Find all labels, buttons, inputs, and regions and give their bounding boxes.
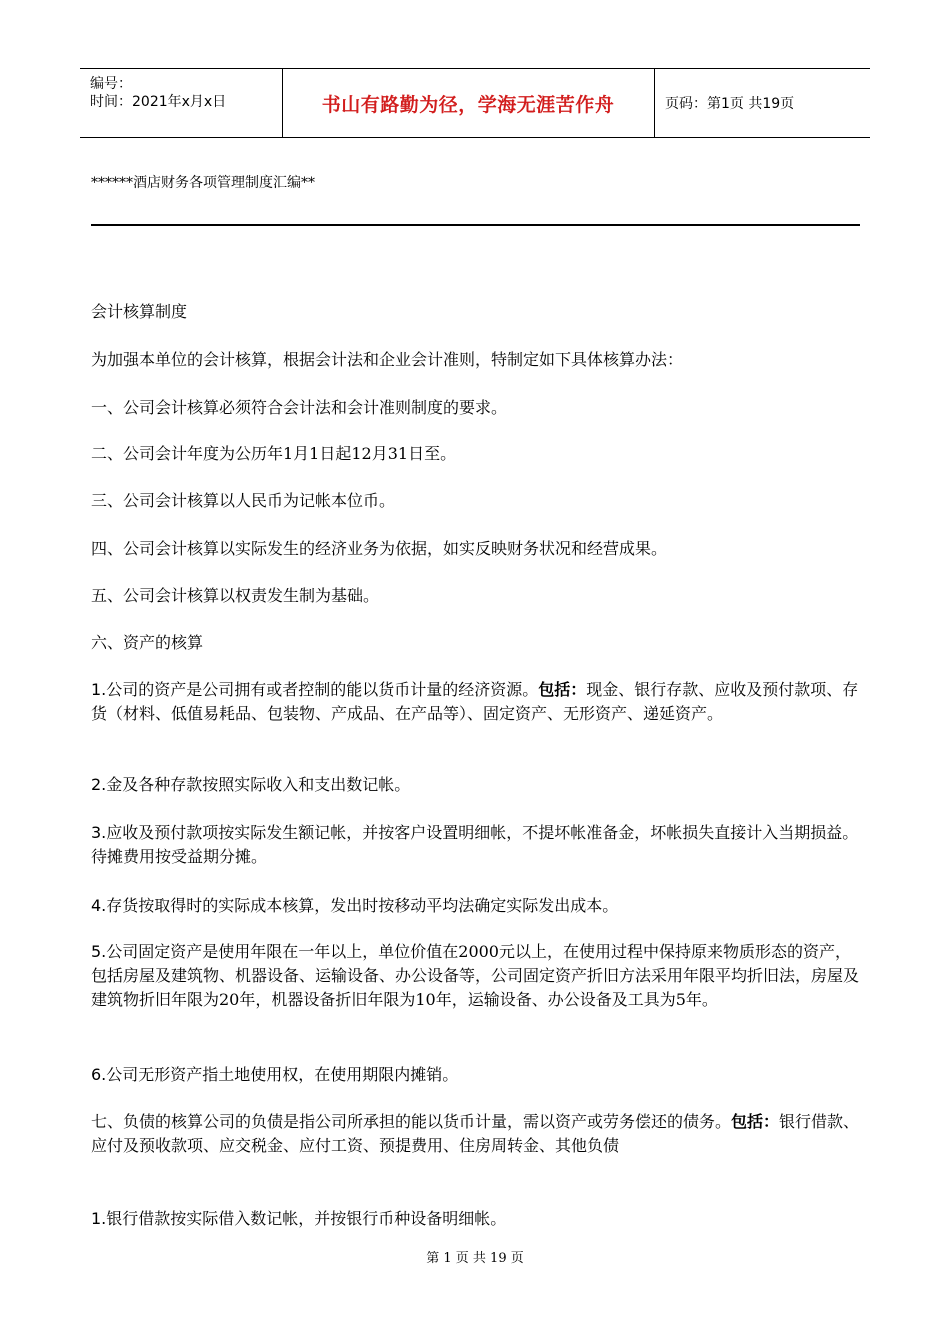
item-text: 公司固定资产是使用年限在一年以上，单位价值在2000元以上，在使用过程中保持原来物质形态的资产，包括房屋及建筑物、机器设备、运输设备、办公设备等，公司固定资产折旧方法采用年限平均折旧法，房屋及建筑物折旧年限为20年，机器设备折旧年限为10年，运输设备、办公设备及工具为5年。 [91,942,860,1009]
item-number: 5. [91,942,107,961]
item-number: 6. [91,1065,107,1084]
item-text-rest: 现金、银行存款、应收及预付款项、存货（材料、低值易耗品、包装物、产成品、在产品等）、固定资产、无形资产、递延资产。 [91,680,859,723]
bold-include-label: 包括： [538,680,587,699]
header-motto-cell [282,69,655,137]
paragraph-1: 一、公司会计核算必须符合会计法和会计准则制度的要求。 [91,398,508,417]
asset-item-1 [91,678,866,726]
section-title: 会计核算制度 [91,302,188,321]
item-number: 1. [91,1209,107,1228]
item-number: 4. [91,896,107,915]
page-footer: 第 1 页 共 19 页 [426,1251,524,1266]
header-left-cell [80,69,283,137]
asset-item-5 [91,940,866,1012]
item-text: 公司无形资产指土地使用权，在使用期限内摊销。 [106,1065,459,1084]
time-label: 时间：2021年x月x日 [90,94,227,110]
item-number: 3. [91,823,107,842]
paragraph-3: 三、公司会计核算以人民币为记帐本位币。 [91,491,396,510]
intro-paragraph: 为加强本单位的会计核算，根据会计法和企业会计准则，特制定如下具体核算办法： [91,350,684,369]
liability-text-rest: 银行借款、应付及预收款项、应交税金、应付工资、预提费用、住房周转金、其他负债 [91,1112,860,1155]
liability-item-1 [91,1207,866,1231]
item-text: 存货按取得时的实际成本核算，发出时按移动平均法确定实际发出成本。 [106,896,619,915]
liability-text: 七、负债的核算公司的负债是指公司所承担的能以货币计量，需以资产或劳务偿还的债务。 [91,1112,732,1131]
header-table [80,68,870,138]
bold-include-label: 包括： [731,1112,780,1131]
paragraph-6: 六、资产的核算 [91,633,204,652]
asset-item-4 [91,894,866,918]
item-text: 金及各种存款按照实际收入和支出数记帐。 [106,775,411,794]
doc-title: ******酒店财务各项管理制度汇编** [91,175,315,191]
asset-item-3 [91,821,866,869]
page-info: 页码：第1页 共19页 [665,96,795,112]
item-text: 应收及预付款项按实际发生额记帐，并按客户设置明细帐，不提坏帐准备金，坏帐损失直接计入当期损益。待摊费用按受益期分摊。 [91,823,859,866]
item-number: 2. [91,775,107,794]
asset-item-2 [91,773,866,797]
paragraph-5: 五、公司会计核算以权责发生制为基础。 [91,586,380,605]
paragraph-4: 四、公司会计核算以实际发生的经济业务为依据，如实反映财务状况和经营成果。 [91,539,668,558]
number-label: 编号： [90,76,132,92]
item-text: 公司的资产是公司拥有或者控制的能以货币计量的经济资源。 [106,680,539,699]
asset-item-6 [91,1063,866,1087]
paragraph-2: 二、公司会计年度为公历年1月1日起12月31日至。 [91,444,457,463]
title-rule [91,224,860,226]
item-number: 1. [91,680,107,699]
paragraph-7 [91,1110,866,1158]
header-page-cell [655,69,870,137]
motto-text: 书山有路勤为径，学海无涯苦作舟 [321,93,615,116]
item-text: 银行借款按实际借入数记帐，并按银行币种设备明细帐。 [106,1209,507,1228]
